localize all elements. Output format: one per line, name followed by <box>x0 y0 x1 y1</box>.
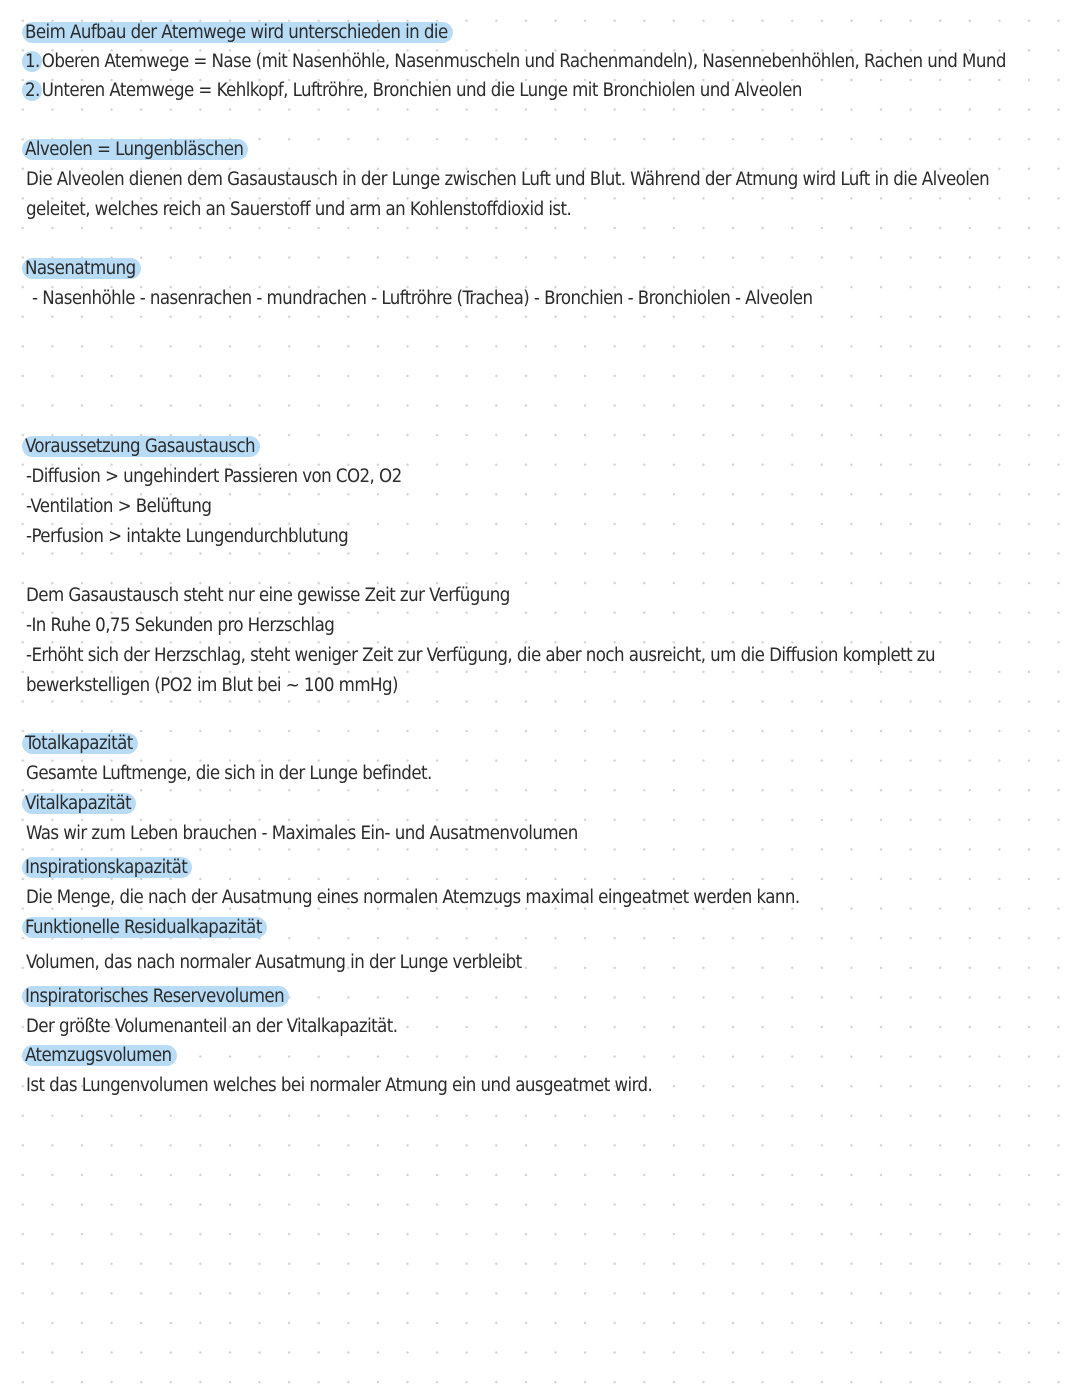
list-number-2: 2. <box>22 80 42 101</box>
vitalkapazitaet-text: Was wir zum Leben brauchen - Maximales Ein- und Ausatmenvolumen <box>26 823 578 844</box>
unteren-atemwege-text: Unteren Atemwege = Kehlkopf, Luftröhre, Bronchien und die Lunge mit Bronchiolen und Alveolen <box>41 80 802 101</box>
inspirationskapazitaet-heading <box>26 853 192 883</box>
unteren-atemwege-line <box>26 76 802 106</box>
atemzugsvolumen-heading <box>26 1041 177 1071</box>
inspirationskapazitaet-text: Die Menge, die nach der Ausatmung eines normalen Atemzugs maximal eingeatmet werden kann. <box>26 887 800 908</box>
intro-line <box>26 18 453 48</box>
alveolen-text-1: Die Alveolen dienen dem Gasaustausch in der Lunge zwischen Luft und Blut. Während der Atmung wird Luft in die Alveolen <box>26 169 990 190</box>
totalkapazitaet-heading-text: Totalkapazität <box>22 733 138 754</box>
oberen-atemwege-line <box>26 47 1006 77</box>
irv-heading-text: Inspiratorisches Reservevolumen <box>22 986 289 1007</box>
vitalkapazitaet-heading <box>26 789 136 819</box>
totalkapazitaet-text: Gesamte Luftmenge, die sich in der Lunge befindet. <box>26 763 432 784</box>
zeit-line-3: -Erhöht sich der Herzschlag, steht weniger Zeit zur Verfügung, die aber noch ausreicht, um die Diffusion komplett zu <box>26 645 935 666</box>
atemzugsvolumen-heading-text: Atemzugsvolumen <box>22 1045 177 1066</box>
zeit-line-1: Dem Gasaustausch steht nur eine gewisse Zeit zur Verfügung <box>26 585 510 606</box>
perfusion-line: -Perfusion > intakte Lungendurchblutung <box>26 526 349 547</box>
ventilation-line: -Ventilation > Belüftung <box>26 496 212 517</box>
nasenatmung-path: - Nasenhöhle - nasenrachen - mundrachen - Luftröhre (Trachea) - Bronchien - Bronchiolen - Alveolen <box>32 288 813 309</box>
nasenatmung-heading <box>26 254 141 284</box>
irv-heading <box>26 982 289 1012</box>
alveolen-heading <box>26 135 248 165</box>
irv-text: Der größte Volumenanteil an der Vitalkapazität. <box>26 1016 398 1037</box>
frk-text: Volumen, das nach normaler Ausatmung in der Lunge verbleibt <box>26 952 522 973</box>
vitalkapazitaet-heading-text: Vitalkapazität <box>22 793 136 814</box>
voraussetzung-heading <box>26 432 260 462</box>
diffusion-line: -Diffusion > ungehindert Passieren von CO2, O2 <box>26 466 402 487</box>
inspirationskapazitaet-heading-text: Inspirationskapazität <box>22 857 192 878</box>
alveolen-text-2: geleitet, welches reich an Sauerstoff und arm an Kohlenstoffdioxid ist. <box>26 199 572 220</box>
list-number-1: 1. <box>22 51 42 72</box>
frk-heading-text: Funktionelle Residualkapazität <box>22 917 267 938</box>
zeit-line-4: bewerkstelligen (PO2 im Blut bei ~ 100 mmHg) <box>26 675 398 696</box>
frk-heading <box>26 913 267 943</box>
zeit-line-2: -In Ruhe 0,75 Sekunden pro Herzschlag <box>26 615 335 636</box>
voraussetzung-heading-text: Voraussetzung Gasaustausch <box>22 436 260 457</box>
intro-highlight: Beim Aufbau der Atemwege wird unterschieden in die <box>22 22 453 43</box>
atemzugsvolumen-text: Ist das Lungenvolumen welches bei normaler Atmung ein und ausgeatmet wird. <box>26 1075 653 1096</box>
totalkapazitaet-heading <box>26 729 138 759</box>
alveolen-heading-text: Alveolen = Lungenbläschen <box>22 139 248 160</box>
oberen-atemwege-text: Oberen Atemwege = Nase (mit Nasenhöhle, Nasenmuscheln und Rachenmandeln), Nasennebenhöhlen, Rachen und Mund <box>41 51 1006 72</box>
nasenatmung-heading-text: Nasenatmung <box>22 258 141 279</box>
